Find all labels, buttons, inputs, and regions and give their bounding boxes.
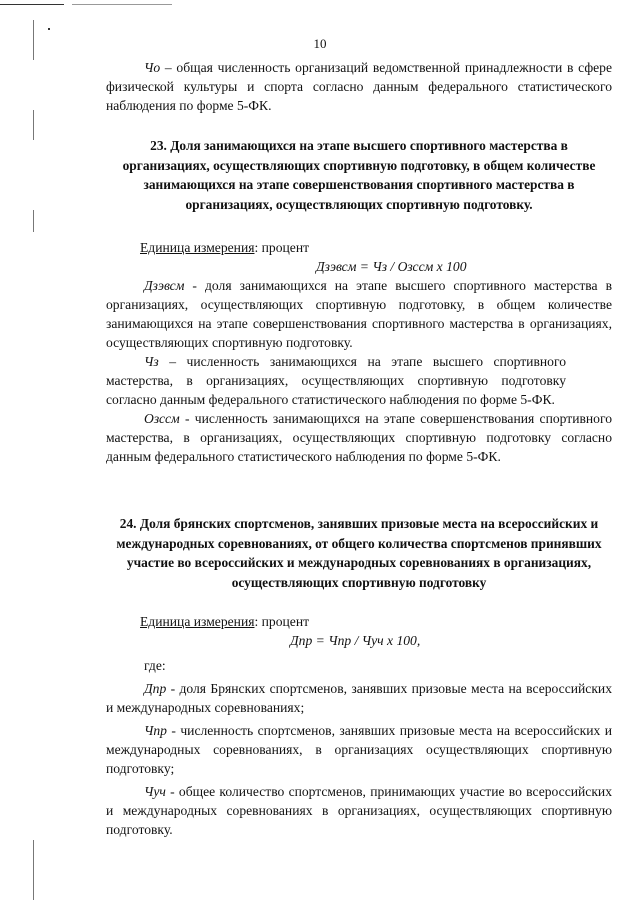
variable-term: Дзэвсм (144, 278, 185, 293)
formula: Дпр = Чпр / Чуч х 100, (290, 633, 421, 648)
definition-text: - общее количество спортсменов, принимающих участие во всероссийских и международных соревнованиях в организациях, осуществляющих спортивную подготовку. (106, 784, 612, 837)
intro-block (106, 58, 612, 115)
where-label: где: (144, 658, 166, 673)
section-24-body (106, 612, 612, 839)
unit-label: Единица измерения (140, 614, 255, 629)
scan-artifact-line (33, 210, 34, 232)
unit-line (140, 612, 612, 631)
definition-paragraph (106, 409, 612, 466)
variable-term: Чз (144, 354, 159, 369)
definition-text: – численность занимающихся на этапе высшего спортивного мастерства, в организациях, осуществляющих спортивную подготовку согласно данным федерального статистического наблюдения по форме 5-ФК. (106, 354, 566, 407)
scan-artifact-line (33, 840, 34, 900)
definition-text: - доля занимающихся на этапе высшего спортивного мастерства в организациях, осуществляющих спортивную подготовку, в общем количестве занимающихся на этапе совершенствования спортивного мастерства в организациях, осуществляющих спортивную подготовку. (106, 278, 612, 350)
section-heading: 23. Доля занимающихся на этапе высшего спортивного мастерства в организациях, осуществляющих спортивную подготовку, в общем количестве занимающихся на этапе совершенствования спортивного мастерства в организациях, осуществляющих спортивную подготовку. (122, 138, 596, 212)
variable-term: Чо (144, 60, 161, 75)
definition-paragraph (106, 679, 612, 717)
definition-paragraph (106, 276, 612, 352)
unit-line (140, 238, 612, 257)
definition-text: - численность спортсменов, занявших призовые места на всероссийских и международных соревнованиях, в организациях осуществляющих спортивную подготовку; (106, 723, 612, 776)
variable-term: Чуч (144, 784, 166, 799)
formula: Дзэвсм = Чз / Озссм х 100 (316, 259, 467, 274)
unit-label: Единица измерения (140, 240, 255, 255)
definition-text: - численность занимающихся на этапе совершенствования спортивного мастерства, в организациях, осуществляющих спортивную подготовку согласно данным федерального статистического наблюдения по форме 5-ФК. (106, 411, 612, 464)
scan-artifact-dot (48, 28, 50, 30)
variable-term: Озссм (144, 411, 180, 426)
definition-paragraph (106, 721, 612, 778)
scan-artifact-line (0, 4, 64, 5)
intro-paragraph (106, 58, 612, 115)
scan-artifact-line (72, 4, 172, 5)
definition-text: - доля Брянских спортсменов, занявших призовые места на всероссийских и международных соревнованиях; (106, 681, 612, 715)
page-number: 10 (313, 36, 327, 51)
section-heading: 24. Доля брянских спортсменов, занявших призовые места на всероссийских и международных соревнованиях, от общего количества спортсменов принявших участие во всероссийских и международных соревнованиях в организациях, осуществляющих спортивную подготовку (116, 516, 602, 590)
unit-value: : процент (254, 614, 310, 629)
definition-paragraph (106, 352, 566, 409)
unit-value: : процент (254, 240, 310, 255)
section-24 (106, 514, 612, 592)
definition-text: – общая численность организаций ведомственной принадлежности в сфере физической культуры и спорта согласно данным федерального статистического наблюдения по форме 5-ФК. (106, 60, 612, 113)
section-23 (106, 136, 612, 214)
section-23-body (106, 238, 612, 466)
definition-paragraph (106, 782, 612, 839)
variable-term: Чпр (144, 723, 167, 738)
variable-term: Дпр (144, 681, 167, 696)
scan-artifact-line (33, 110, 34, 140)
